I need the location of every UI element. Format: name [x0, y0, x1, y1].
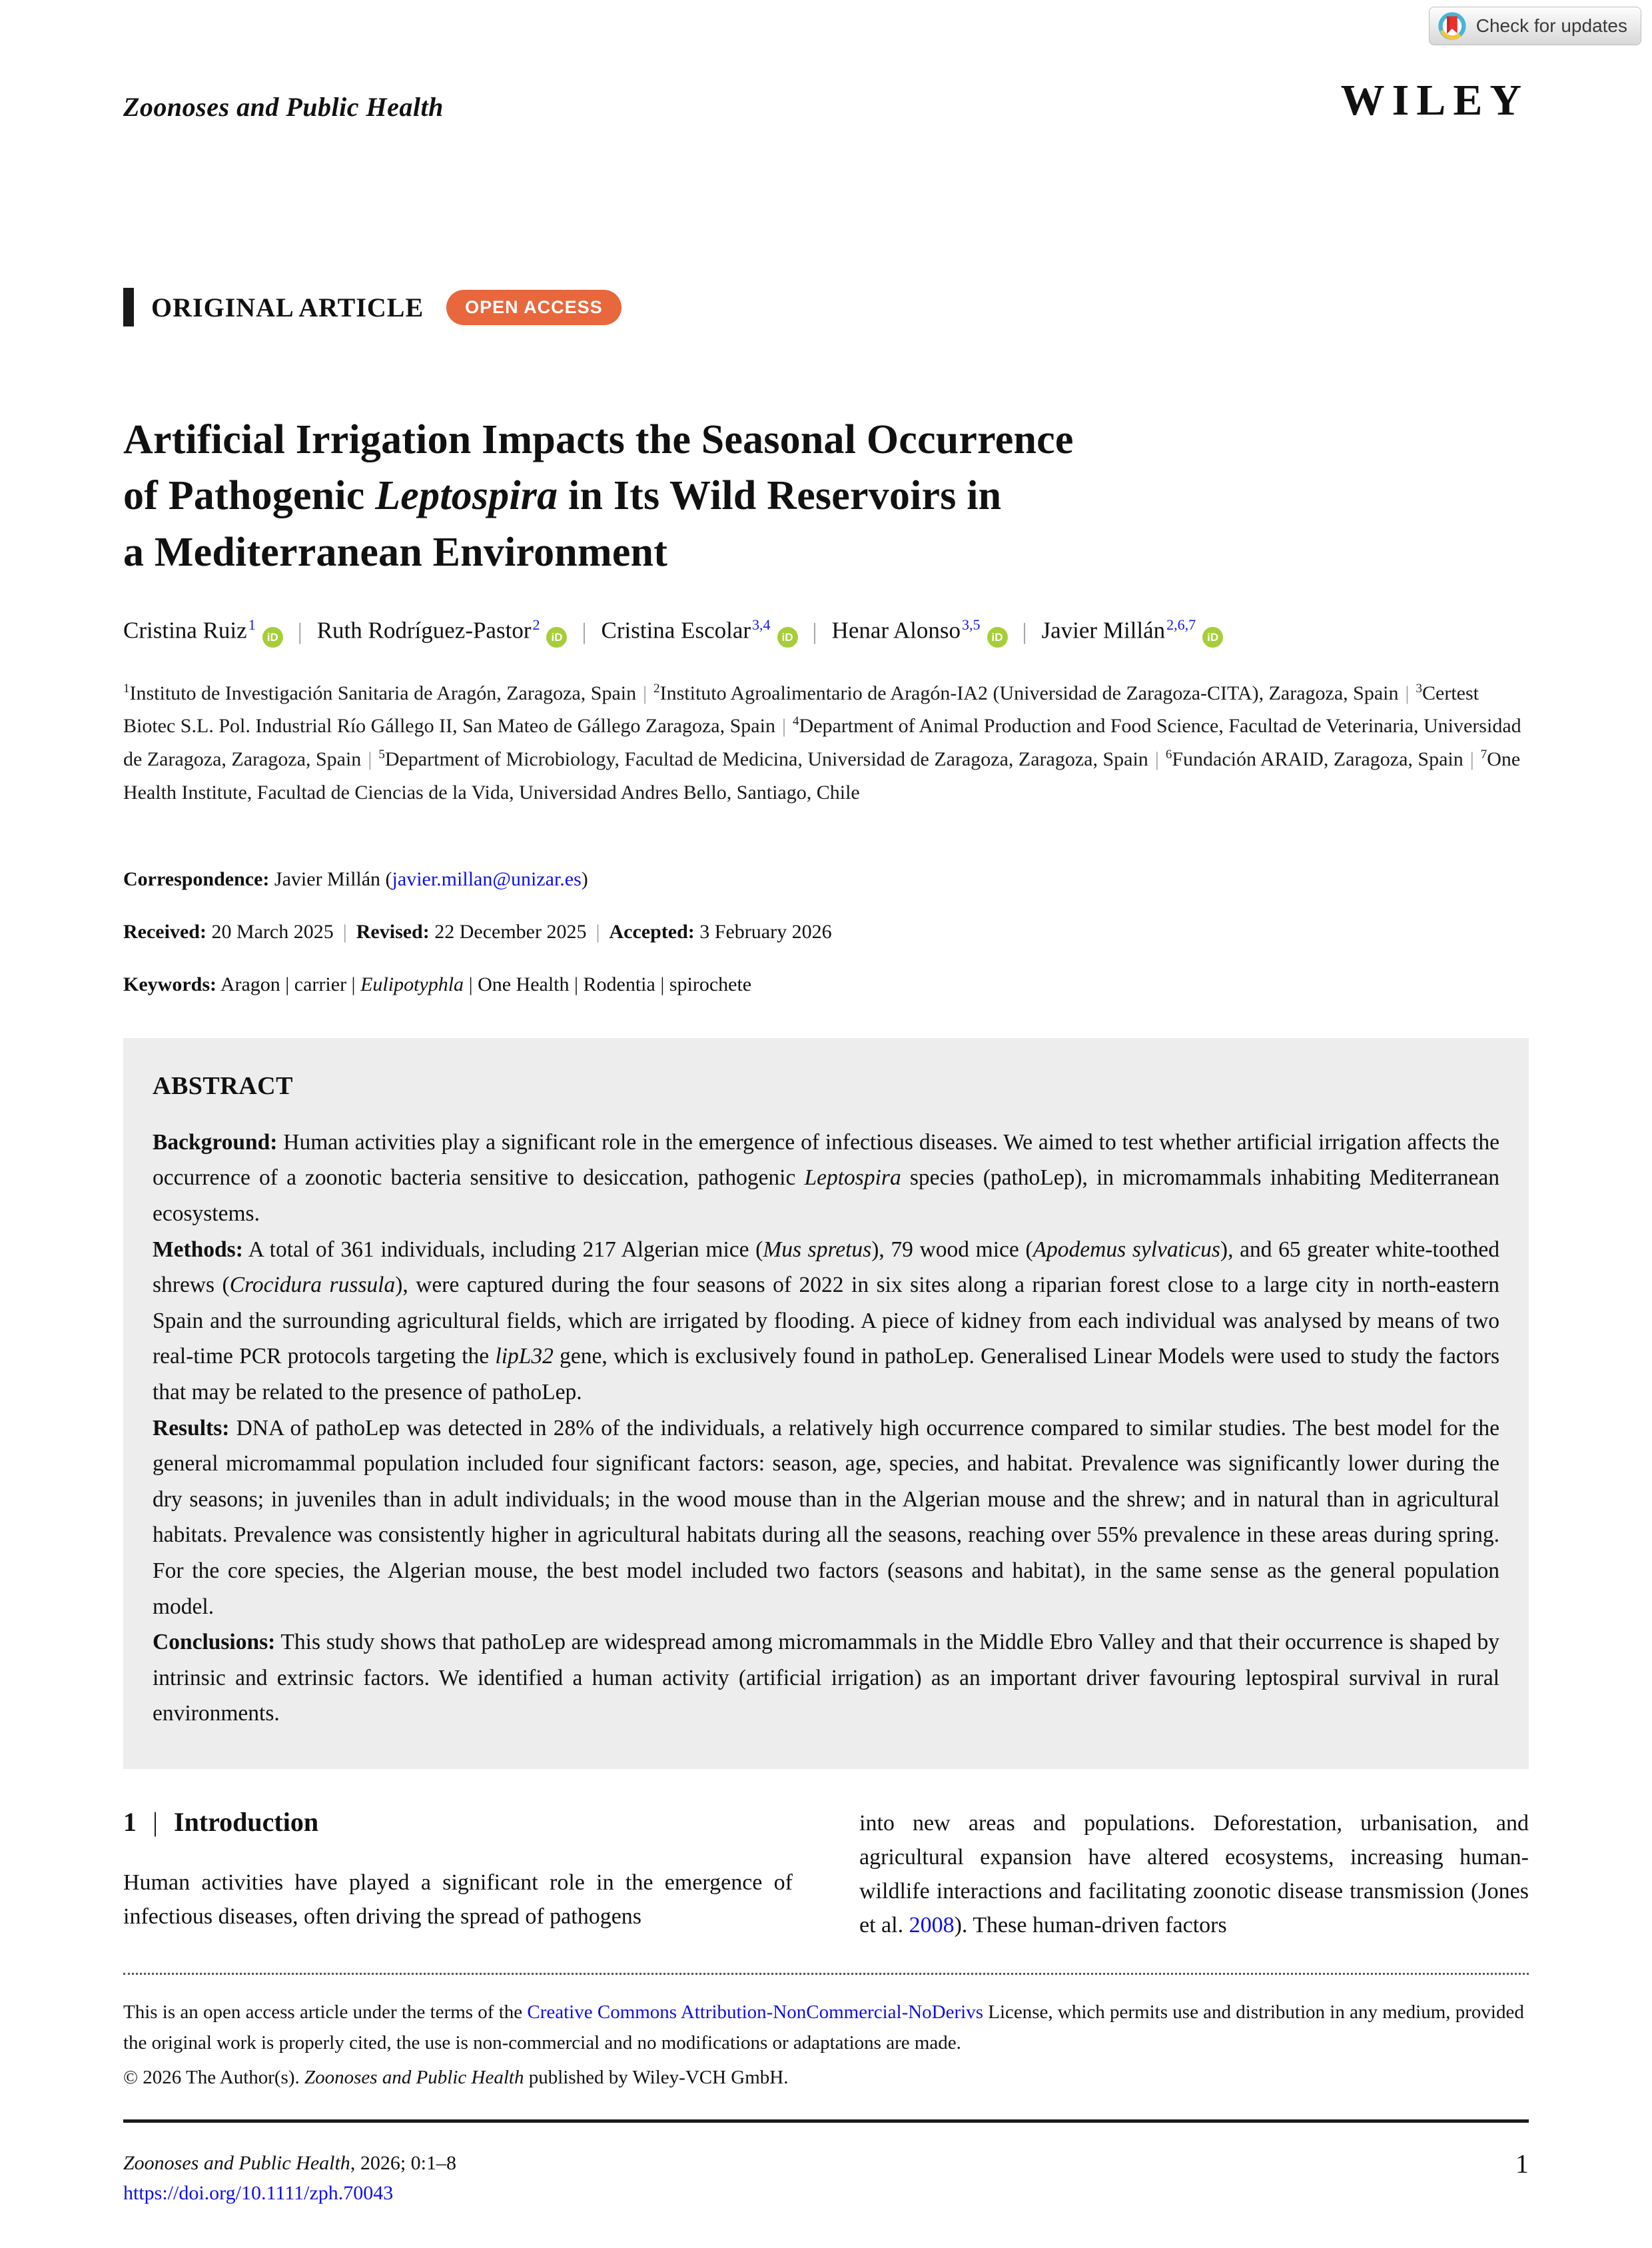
- title-line-3: a Mediterranean Environment: [123, 529, 668, 575]
- abstract-methods: Methods: A total of 361 individuals, including 217 Algerian mice (Mus spretus), 79 wood mice (Apodemus sylvaticus), and 65 greater white-toothed shrews (Crocidura russula), were captured during the four seasons of 2022 in six sites along a riparian forest close to a large city in north-eastern Spain and the surrounding agricultural fields, which are irrigated by flooding. A piece of kidney from each individual was analysed by means of two real-time PCR protocols targeting the lipL32 gene, which is exclusively found in pathoLep. Generalised Linear Models were used to study the factors that may be related to the presence of pathoLep.: [153, 1237, 1500, 1405]
- check-for-updates-button[interactable]: [1429, 7, 1641, 45]
- check-for-updates-icon: [1438, 11, 1467, 41]
- orcid-icon[interactable]: iD: [262, 627, 283, 648]
- doi-link[interactable]: https://doi.org/10.1111/zph.70043: [123, 2182, 394, 2205]
- revised-label: Revised:: [356, 920, 430, 943]
- author-separator: |: [582, 618, 587, 645]
- footer-citation: [123, 2148, 456, 2208]
- received-date: 20 March 2025: [206, 920, 334, 943]
- masthead: [123, 76, 1529, 125]
- affiliation: Instituto Agroalimentario de Aragón-IA2 (Universidad de Zaragoza-CITA), Zaragoza, Spain: [659, 682, 1399, 704]
- title-species-italic: Leptospira: [375, 473, 558, 519]
- abstract-results: Results: DNA of pathoLep was detected in 28% of the individuals, a relatively high occurrence compared to similar studies. The best model for the general micromammal population included four significant factors: season, age, species, and habitat. Prevalence was significantly lower during the dry seasons; in juveniles than in adult individuals; in the wood mouse than in the Algerian mouse and the shrew; and in natural than in agricultural habitats. Prevalence was consistently higher in agricultural habitats during all the seasons, reaching over 55% prevalence in these areas during spring. For the core species, the Algerian mouse, the best model included two factors (seasons and habitat), in the same sense as the general population model.: [153, 1415, 1499, 1619]
- footnote-separator: [123, 1973, 1529, 1975]
- author-separator: |: [1022, 618, 1027, 645]
- article-title: [123, 412, 1529, 580]
- accepted-date: 3 February 2026: [694, 920, 832, 943]
- accepted-label: Accepted:: [609, 920, 695, 943]
- orcid-icon[interactable]: iD: [777, 627, 798, 648]
- author-affil-sup: 3,4: [752, 616, 771, 633]
- affiliation: Certest Biotec S.L. Pol. Industrial Río Gállego II, San Mateo de Gállego Zaragoza, Spain: [123, 682, 1479, 738]
- keywords-label: Keywords:: [123, 973, 216, 995]
- copyright-line: © 2026 The Author(s). Zoonoses and Public Health published by Wiley-VCH GmbH.: [123, 2066, 789, 2088]
- article-type-rule: [123, 288, 134, 326]
- author: Javier Millán$^{2,6,7}$iD: [1042, 616, 1224, 648]
- license-text: This is an open access article under the terms of the Creative Commons Attribution-NonCommercial-NoDerivs License, which permits use and distribution in any medium, provided the original work is properly cited, the use is non-commercial and no modifications or adaptations are made.: [123, 2001, 1524, 2053]
- check-for-updates-label: Check for updates: [1475, 15, 1627, 36]
- abstract-background: Background: Human activities play a significant role in the emergence of infectious diseases. We aimed to test whether artificial irrigation affects the occurrence of a zoonotic bacteria sensitive to desiccation, pathogenic Leptospira species (pathoLep), in micromammals inhabiting Mediterranean ecosystems.: [153, 1129, 1499, 1226]
- author-list: [123, 616, 1529, 648]
- correspondence-label: Correspondence:: [123, 867, 270, 890]
- abstract-box: [123, 1038, 1529, 1769]
- article-type-label: ORIGINAL ARTICLE: [151, 292, 424, 322]
- open-access-badge: OPEN ACCESS: [446, 290, 621, 325]
- author-affil-sup: 2: [532, 616, 540, 633]
- author-separator: |: [812, 618, 817, 645]
- publisher-logo: WILEY: [1340, 76, 1529, 125]
- affiliation: Department of Animal Production and Food Science, Facultad de Veterinaria, Universidad de Zaragoza, Zaragoza, Spain: [123, 715, 1521, 771]
- correspondence-line: Correspondence: Javier Millán (javier.millan@unizar.es): [123, 867, 588, 890]
- intro-paragraph-right: into new areas and populations. Deforestation, urbanisation, and agricultural expansion have altered ecosystems, increasing human-wildlife interactions and facilitating zoonotic disease transmission (Jones et al. 2008). These human-driven factors: [859, 1810, 1529, 1938]
- received-label: Received:: [123, 920, 206, 943]
- journal-name: Zoonoses and Public Health: [123, 92, 444, 122]
- author-affil-sup: 2,6,7: [1166, 616, 1196, 633]
- title-line-2: of Pathogenic Leptospira in Its Wild Reservoirs in: [123, 473, 1002, 519]
- abstract-heading: ABSTRACT: [153, 1071, 293, 1100]
- orcid-icon[interactable]: iD: [987, 627, 1008, 648]
- introduction-section: [123, 1806, 1529, 1942]
- author-affil-sup: 3,5: [962, 616, 981, 633]
- footer-rule: [123, 2119, 1529, 2123]
- license-link[interactable]: Creative Commons Attribution-NonCommercial-NoDerivs: [527, 2001, 983, 2023]
- author: Ruth Rodríguez-Pastor$^2$iD: [317, 616, 568, 648]
- author: Cristina Escolar$^{3,4}$iD: [602, 616, 798, 648]
- intro-left-column: [123, 1806, 793, 1942]
- title-line-1: Artificial Irrigation Impacts the Seasonal Occurrence: [123, 417, 1074, 462]
- page-footer: [123, 2148, 1529, 2208]
- footer-journal-line: Zoonoses and Public Health, 2026; 0:1–8: [123, 2152, 456, 2175]
- intro-right-column: [859, 1806, 1529, 1942]
- author-separator: |: [297, 618, 302, 645]
- page-number: 1: [1515, 2149, 1529, 2179]
- author: Henar Alonso$^{3,5}$iD: [832, 616, 1008, 648]
- citation-link[interactable]: 2008: [909, 1912, 955, 1938]
- history-line: Received: 20 March 2025 | Revised: 22 December 2025 | Accepted: 3 February 2026: [123, 920, 832, 943]
- affiliation: One Health Institute, Facultad de Ciencias de la Vida, Universidad Andres Bello, Santiago, Chile: [123, 748, 1521, 804]
- affiliation: Department of Microbiology, Facultad de Medicina, Universidad de Zaragoza, Zaragoza, Spain: [384, 748, 1148, 771]
- article-type-bar: [123, 288, 1529, 326]
- author-affil-sup: 1: [248, 616, 256, 633]
- correspondence-email-link[interactable]: javier.millan@unizar.es: [392, 867, 582, 890]
- affiliations: $^1$Instituto de Investigación Sanitaria de Aragón, Zaragoza, Spain | $^2$Instituto Agroalimentario de Aragón-IA2 (Universidad de Zaragoza-CITA), Zaragoza, Spain | $^3$Certest Biotec S.L. Pol. Industrial Río Gállego II, San Mateo de Gállego Zaragoza, Spain | $^4$Department of Animal Production and Food Science, Facultad de Veterinaria, Universidad de Zaragoza, Zaragoza, Spain | $^5$Department of Microbiology, Facultad de Medicina, Universidad de Zaragoza, Zaragoza, Spain | $^6$Fundación ARAID, Zaragoza, Spain | $^7$One Health Institute, Facultad de Ciencias de la Vida, Universidad Andres Bello, Santiago, Chile: [123, 681, 1521, 804]
- orcid-icon[interactable]: iD: [1202, 627, 1223, 648]
- revised-date: 22 December 2025: [429, 920, 587, 943]
- abstract-conclusions: Conclusions: This study shows that pathoLep are widespread among micromammals in the Middle Ebro Valley and that their occurrence is shaped by intrinsic and extrinsic factors. We identified a human activity (artificial irrigation) as an important driver favouring leptospiral survival in rural environments.: [153, 1630, 1499, 1726]
- section-number: 1: [123, 1806, 137, 1837]
- section-heading: 1 | Introduction: [123, 1806, 319, 1837]
- keywords-line: Keywords: Aragon | carrier | Eulipotyphla | One Health | Rodentia | spirochete: [123, 973, 752, 995]
- affiliation: Instituto de Investigación Sanitaria de Aragón, Zaragoza, Spain: [129, 682, 637, 704]
- orcid-icon[interactable]: iD: [546, 627, 567, 648]
- affiliation: Fundación ARAID, Zaragoza, Spain: [1172, 748, 1463, 771]
- section-title: Introduction: [174, 1806, 319, 1837]
- author: Cristina Ruiz$^1$iD: [123, 616, 283, 648]
- intro-paragraph-left: Human activities have played a significant role in the emergence of infectious diseases, often driving the spread of pathogens: [123, 1870, 793, 1929]
